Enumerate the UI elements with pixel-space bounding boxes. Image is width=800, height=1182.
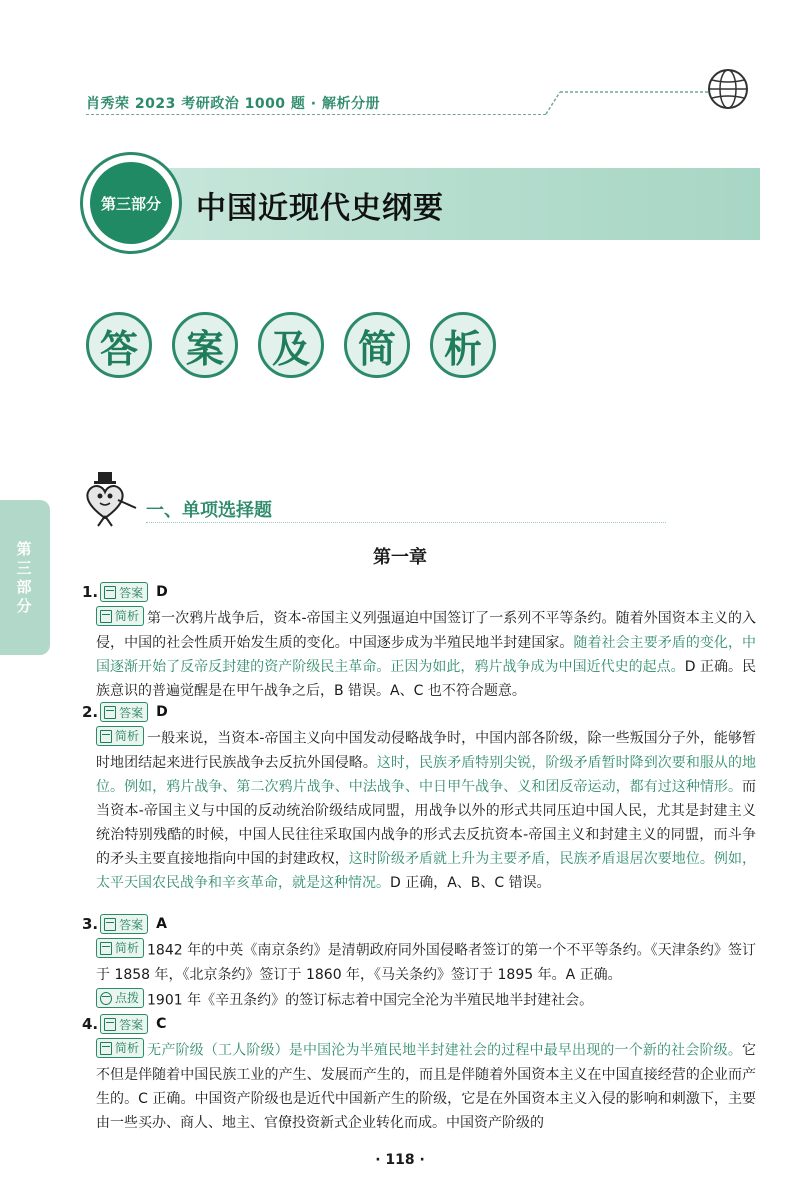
banner-char: 简 (344, 312, 410, 378)
answer-tag: 答案 (100, 702, 148, 722)
question-header (82, 914, 167, 934)
analysis-text: 一般来说，当资本-帝国主义向中国发动侵略战争时，中国内部各阶级，除一些叛国分子外，能够暂时地团结起来进行民族战争去反抗外国侵略。 (96, 730, 756, 771)
header-divider (86, 114, 546, 115)
question-header (82, 582, 168, 602)
analysis-tag: 简析 (96, 606, 144, 626)
analysis-tag: 简析 (96, 938, 144, 958)
answer-tag-icon (104, 918, 116, 931)
answer-tag-icon (104, 586, 116, 599)
heart-mascot-icon (78, 470, 138, 530)
banner-char: 及 (258, 312, 324, 378)
answer-value: D (156, 584, 168, 600)
tip-text: 1901 年《辛丑条约》的签订标志着中国完全沦为半殖民地半封建社会。 (147, 992, 594, 1009)
analysis-highlight: 这时阶级矛盾就上升为主要矛盾，民族矛盾退居次要地位。例如，太平天国农民战争和辛亥革命，就是这种情况。 (96, 850, 757, 891)
question-header (82, 1014, 166, 1034)
side-tab-label: 第三部分 (16, 540, 32, 615)
analysis-text: 它不但是伴随着中国民族工业的产生、发展而产生的，而且是伴随着外国资本主义在中国直接经营的企业而产生的。C 正确。中国资产阶级也是近代中国新产生的阶级，它是在外国资本主义入侵的影响和刺激下，主要由一些买办、商人、地主、官僚投资新式企业转化而成。中国资产阶级的 (96, 1042, 756, 1131)
answer-value: A (156, 916, 167, 932)
answer-tag-icon (104, 706, 116, 719)
analysis-tag: 简析 (96, 1038, 144, 1058)
question-header (82, 702, 168, 722)
answer-value: C (156, 1016, 167, 1032)
banner-char: 答 (86, 312, 152, 378)
section-heading: 一、单项选择题 (146, 500, 272, 521)
analysis-text: 而当资本-帝国主义与中国的反动统治阶级结成同盟，用战争以外的形式共同压迫中国人民，尤其是封建主义统治特别残酷的时候，中国人民往往采取国内战争的形式去反抗资本-帝国主义和封建主义的同盟，而斗争的矛头主要直接地指向中国的封建政权， (96, 778, 756, 867)
analysis-tag-icon (100, 1042, 112, 1055)
banner-char: 案 (172, 312, 238, 378)
analysis-highlight: 随着社会主要矛盾的变化，中国逐渐开始了反帝反封建的资产阶级民主革命。正因为如此，鸦片战争成为中国近代史的起点。 (96, 634, 757, 675)
analysis-paragraph (96, 606, 756, 703)
tip-tag: 点拨 (96, 988, 144, 1008)
lightbulb-icon (100, 992, 112, 1005)
chapter-title: 第一章 (373, 547, 427, 568)
answer-value: D (156, 704, 168, 720)
analysis-paragraph (96, 726, 756, 895)
tip-paragraph (96, 988, 756, 1013)
section-divider (146, 522, 666, 523)
analysis-text: 1842 年的中英《南京条约》是清朝政府同外国侵略者签订的第一个不平等条约。《天津条约》签订于 1858 年，《北京条约》签订于 1860 年，《马关条约》签订于 1895 年。A 正确。 (96, 942, 756, 983)
analysis-tag: 简析 (96, 726, 144, 746)
answer-tag-icon (104, 1018, 116, 1031)
question-number: 2. (82, 703, 99, 721)
analysis-paragraph (96, 1038, 756, 1135)
question-number: 4. (82, 1015, 99, 1033)
globe-icon (705, 66, 751, 112)
header-slant-line (540, 90, 720, 116)
answer-tag: 答案 (100, 1014, 148, 1034)
part-title: 中国近现代史纲要 (196, 191, 444, 226)
analysis-tag-icon (100, 942, 112, 955)
question-number: 3. (82, 915, 99, 933)
question-number: 1. (82, 583, 99, 601)
page-number: · 118 · (375, 1152, 425, 1168)
running-header: 肖秀荣 2023 考研政治 1000 题 · 解析分册 (86, 96, 380, 112)
analysis-paragraph (96, 938, 756, 987)
analysis-text: D 正确，A、B、C 错误。 (390, 874, 551, 891)
answer-tag: 答案 (100, 582, 148, 602)
analysis-highlight: 无产阶级（工人阶级）是中国沦为半殖民地半封建社会的过程中最早出现的一个新的社会阶级。 (147, 1042, 742, 1059)
analysis-text: D 正确。民族意识的普遍觉醒是在甲午战争之后，B 错误。A、C 也不符合题意。 (96, 658, 757, 699)
analysis-tag-icon (100, 610, 112, 623)
part-badge: 第三部分 (90, 162, 172, 244)
answer-tag: 答案 (100, 914, 148, 934)
analysis-text: 第一次鸦片战争后，资本-帝国主义列强逼迫中国签订了一系列不平等条约。随着外国资本主义的入侵，中国的社会性质开始发生质的变化。中国逐步成为半殖民地半封建国家。 (96, 610, 756, 651)
banner-char: 析 (430, 312, 496, 378)
analysis-highlight: 这时，民族矛盾特别尖锐，阶级矛盾暂时降到次要和服从的地位。例如，鸦片战争、第二次鸦片战争、中法战争、中日甲午战争、义和团反帝运动，都有过这种情形。 (96, 754, 757, 795)
analysis-tag-icon (100, 730, 112, 743)
